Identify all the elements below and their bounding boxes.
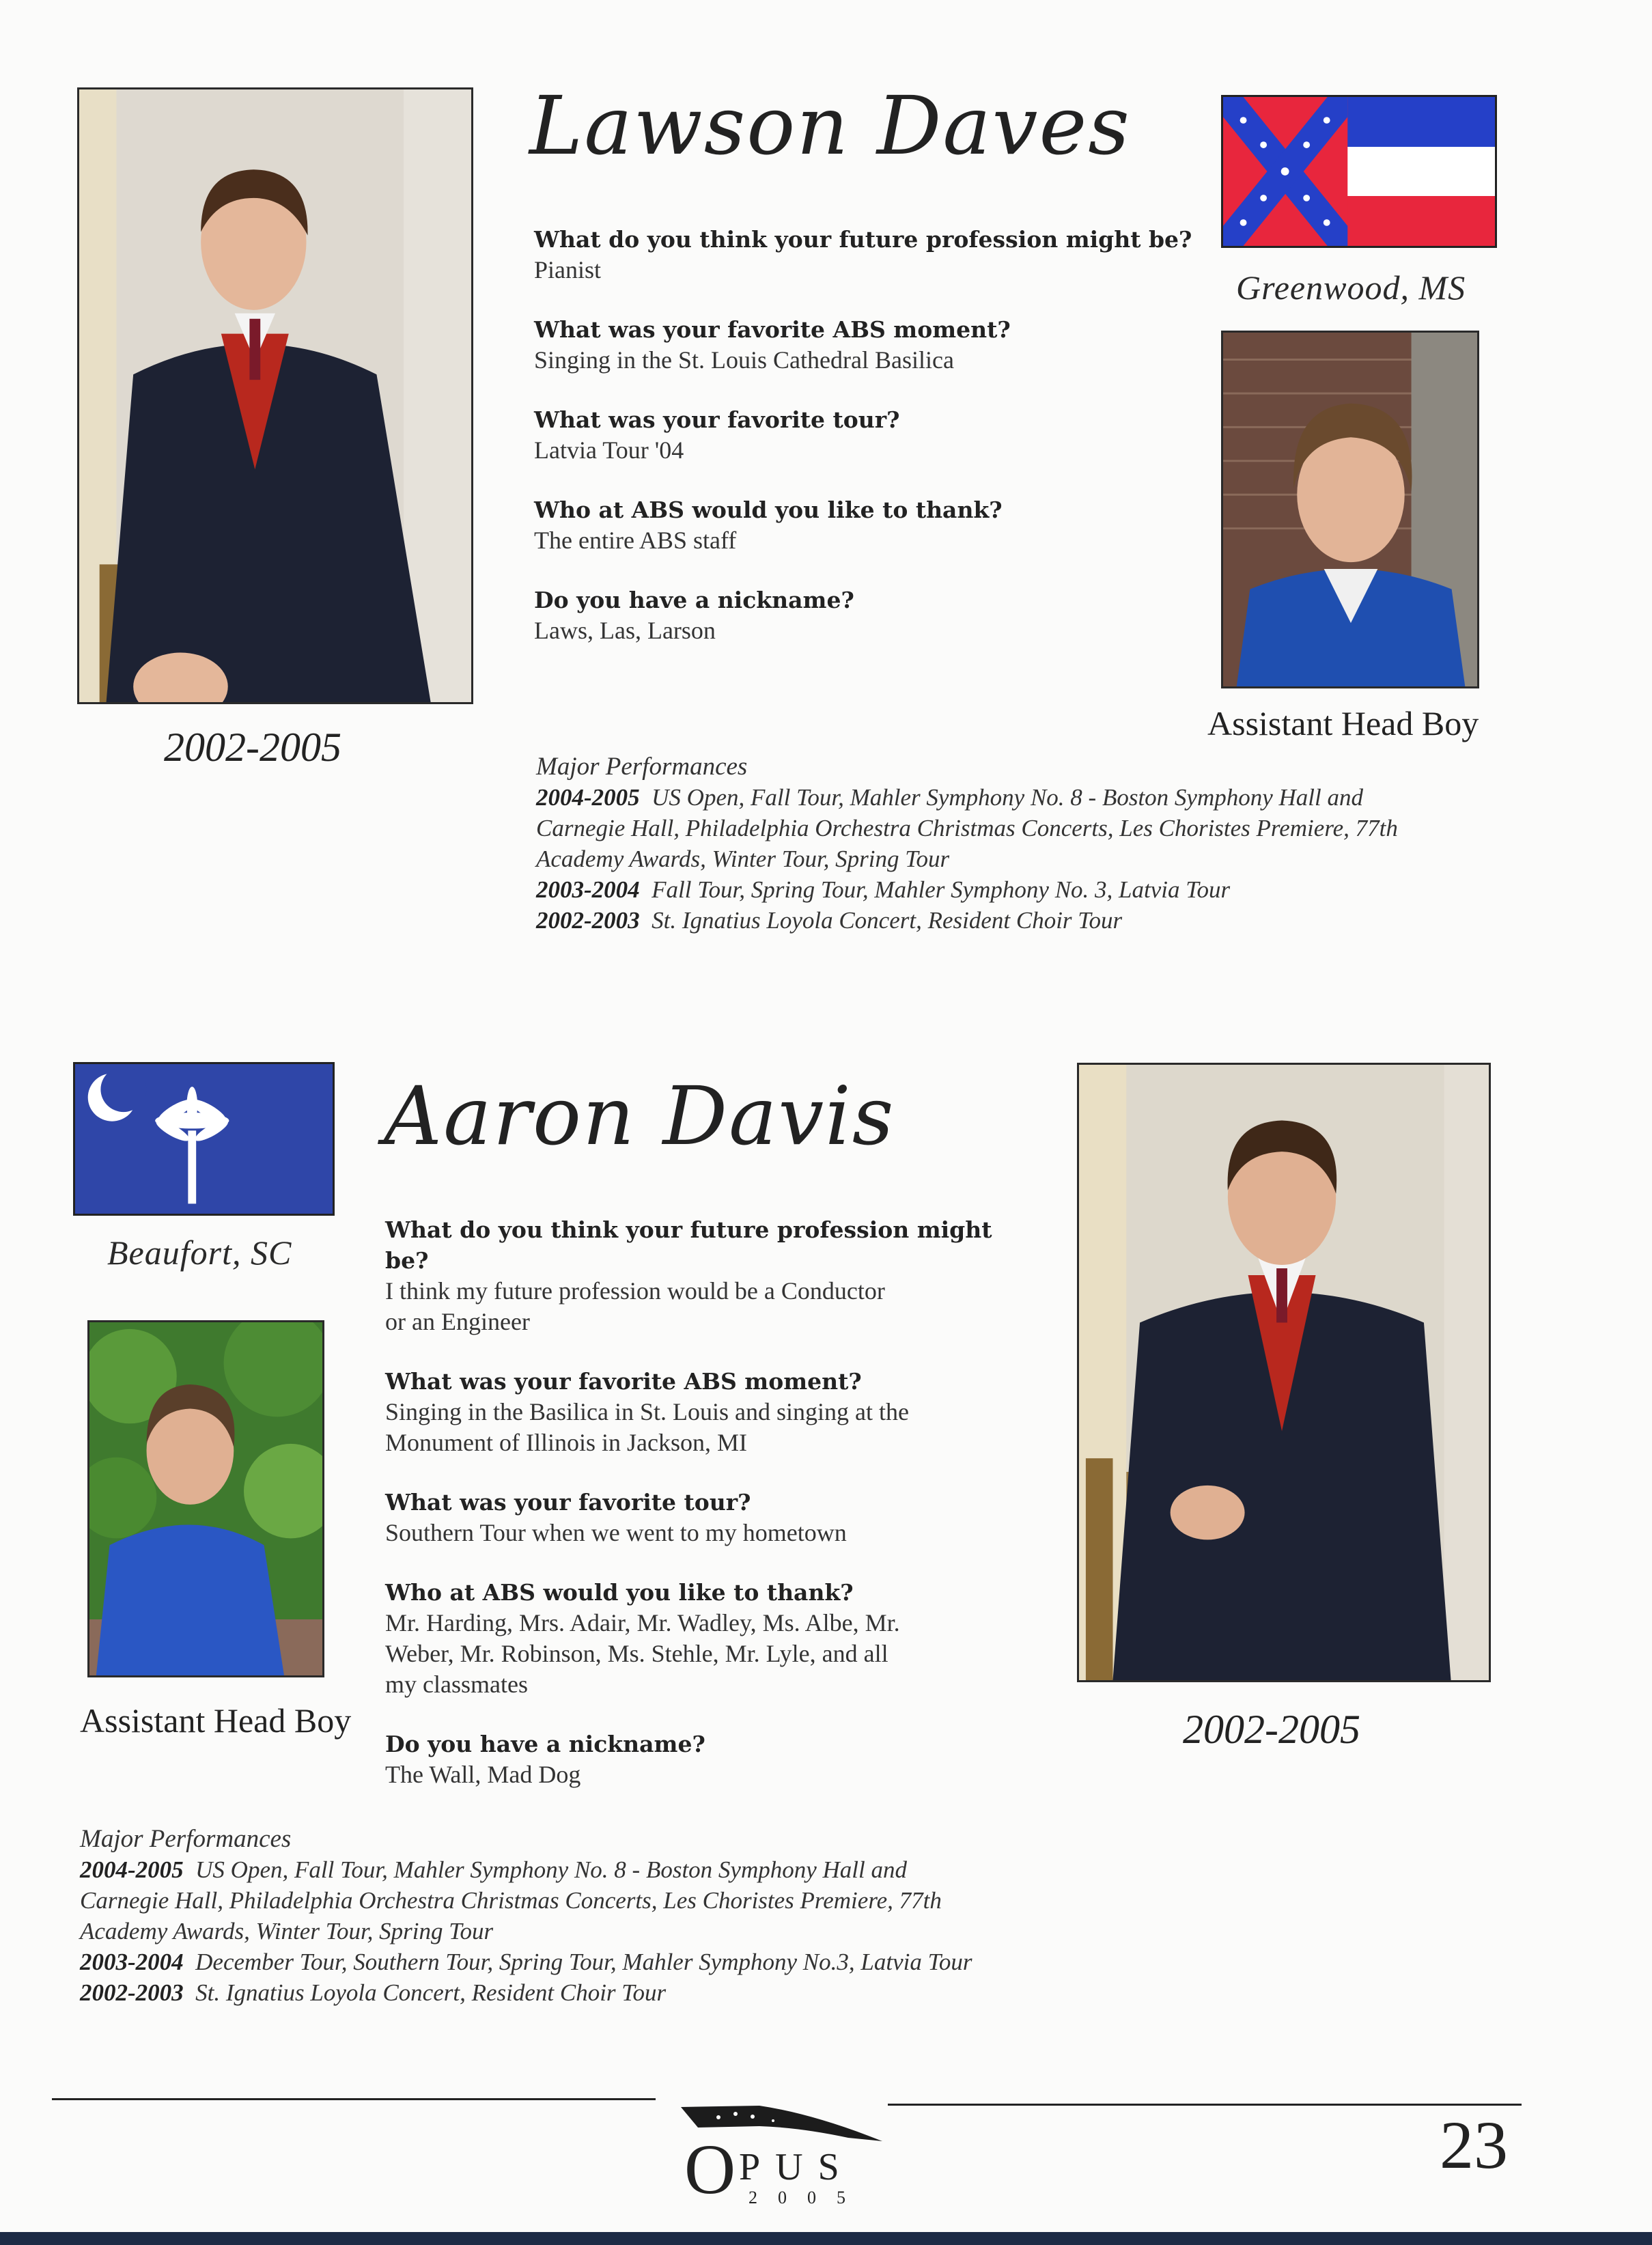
name-lawson: Lawson Daves: [529, 79, 1131, 173]
answer: Pianist: [534, 256, 602, 283]
performance-line: [536, 874, 1492, 905]
performance-text: St. Ignatius Loyola Concert, Resident Choir Tour: [195, 1979, 667, 2006]
portrait-photo-aaron: [1077, 1063, 1491, 1682]
portrait-photo-lawson: [77, 87, 473, 704]
page-number: 23: [1440, 2107, 1508, 2183]
location-lawson: Greenwood, MS: [1236, 268, 1466, 307]
question: Do you have a nickname?: [534, 587, 854, 613]
answer: Monument of Illinois in Jackson, MI: [385, 1429, 747, 1456]
question: What was your favorite tour?: [385, 1489, 751, 1516]
performances-heading: Major Performances: [80, 1825, 292, 1853]
answer: Southern Tour when we went to my hometown: [385, 1519, 847, 1546]
qa-item: [534, 314, 1203, 376]
location-aaron: Beaufort, SC: [107, 1233, 292, 1272]
casual-photo-lawson: [1221, 331, 1479, 688]
performance-line: Carnegie Hall, Philadelphia Orchestra Christmas Concerts, Les Choristes Premiere, 77th: [80, 1887, 942, 1914]
performance-year: 2003-2004: [536, 876, 640, 903]
question: What was your favorite ABS moment?: [385, 1368, 862, 1395]
south-carolina-flag-icon: [73, 1062, 335, 1216]
answer: Laws, Las, Larson: [534, 617, 716, 644]
performances-aaron: [80, 1824, 1104, 2008]
question: What do you think your future profession might be?: [534, 226, 1192, 253]
question: What do you think your future profession might: [385, 1216, 992, 1243]
footer-rule-left: [52, 2098, 656, 2100]
performance-year: 2002-2003: [80, 1979, 184, 2006]
scan-edge: [0, 2232, 1652, 2245]
performance-text: St. Ignatius Loyola Concert, Resident Choir Tour: [652, 907, 1123, 934]
opus-logo-word: PUS: [739, 2146, 854, 2188]
casual-photo-aaron: [87, 1320, 324, 1677]
question: Who at ABS would you like to thank?: [385, 1579, 854, 1606]
question: Who at ABS would you like to thank?: [534, 497, 1003, 523]
answer: I think my future profession would be a Conductor: [385, 1277, 885, 1305]
mississippi-flag-icon: [1221, 95, 1497, 248]
qa-item: [385, 1487, 1027, 1548]
opus-logo-o: O: [684, 2130, 736, 2209]
qa-item: [534, 585, 1203, 646]
answer: or an Engineer: [385, 1308, 530, 1335]
performance-line: [536, 782, 1492, 813]
performance-text: December Tour, Southern Tour, Spring Tour, Mahler Symphony No.3, Latvia Tour: [195, 1949, 972, 1975]
performance-line: [80, 1947, 1104, 1977]
role-aaron: Assistant Head Boy: [80, 1701, 352, 1740]
answer: Weber, Mr. Robinson, Ms. Stehle, Mr. Lyle, and all: [385, 1640, 888, 1667]
qa-item: [385, 1214, 1027, 1337]
performance-line: Academy Awards, Winter Tour, Spring Tour: [536, 846, 950, 872]
performances-heading: Major Performances: [536, 753, 748, 781]
answer: my classmates: [385, 1671, 528, 1698]
performance-line: Academy Awards, Winter Tour, Spring Tour: [80, 1918, 494, 1944]
answer: Mr. Harding, Mrs. Adair, Mr. Wadley, Ms. Albe, Mr.: [385, 1609, 900, 1636]
performance-line: [80, 1854, 1104, 1885]
answer: The entire ABS staff: [534, 527, 737, 554]
years-lawson: 2002-2005: [164, 725, 341, 770]
question: Do you have a nickname?: [385, 1731, 705, 1757]
answer: Singing in the St. Louis Cathedral Basilica: [534, 346, 954, 374]
question: What was your favorite ABS moment?: [534, 316, 1011, 343]
question: What was your favorite tour?: [534, 406, 900, 433]
qa-item: [534, 224, 1203, 285]
performance-line: Carnegie Hall, Philadelphia Orchestra Christmas Concerts, Les Choristes Premiere, 77th: [536, 815, 1398, 841]
answer: The Wall, Mad Dog: [385, 1761, 581, 1788]
performance-line: [536, 905, 1492, 936]
qa-section-aaron: [385, 1214, 1027, 1819]
performance-text: Fall Tour, Spring Tour, Mahler Symphony No. 3, Latvia Tour: [652, 876, 1231, 903]
performance-line: [80, 1977, 1104, 2008]
performance-year: 2003-2004: [80, 1949, 184, 1975]
performances-lawson: [536, 751, 1492, 936]
footer-rule-right: [888, 2104, 1522, 2106]
performance-text: US Open, Fall Tour, Mahler Symphony No. 8 - Boston Symphony Hall and: [195, 1856, 907, 1883]
qa-item: [534, 494, 1203, 556]
years-aaron: 2002-2005: [1183, 1707, 1360, 1752]
qa-item: [385, 1366, 1027, 1458]
qa-section-lawson: [534, 224, 1203, 675]
opus-logo-year: 2005: [748, 2188, 866, 2207]
performance-year: 2002-2003: [536, 907, 640, 934]
name-aaron: Aaron Davis: [384, 1069, 895, 1163]
performance-year: 2004-2005: [80, 1856, 184, 1883]
answer: Latvia Tour '04: [534, 436, 684, 464]
qa-item: [385, 1729, 1027, 1790]
answer: Singing in the Basilica in St. Louis and singing at the: [385, 1398, 909, 1425]
performance-text: US Open, Fall Tour, Mahler Symphony No. 8 - Boston Symphony Hall and: [652, 784, 1363, 811]
question: be?: [385, 1247, 429, 1274]
qa-item: [385, 1577, 1027, 1700]
role-lawson: Assistant Head Boy: [1207, 704, 1479, 742]
opus-logo: [677, 2100, 882, 2209]
qa-item: [534, 404, 1203, 466]
performance-year: 2004-2005: [536, 784, 640, 811]
